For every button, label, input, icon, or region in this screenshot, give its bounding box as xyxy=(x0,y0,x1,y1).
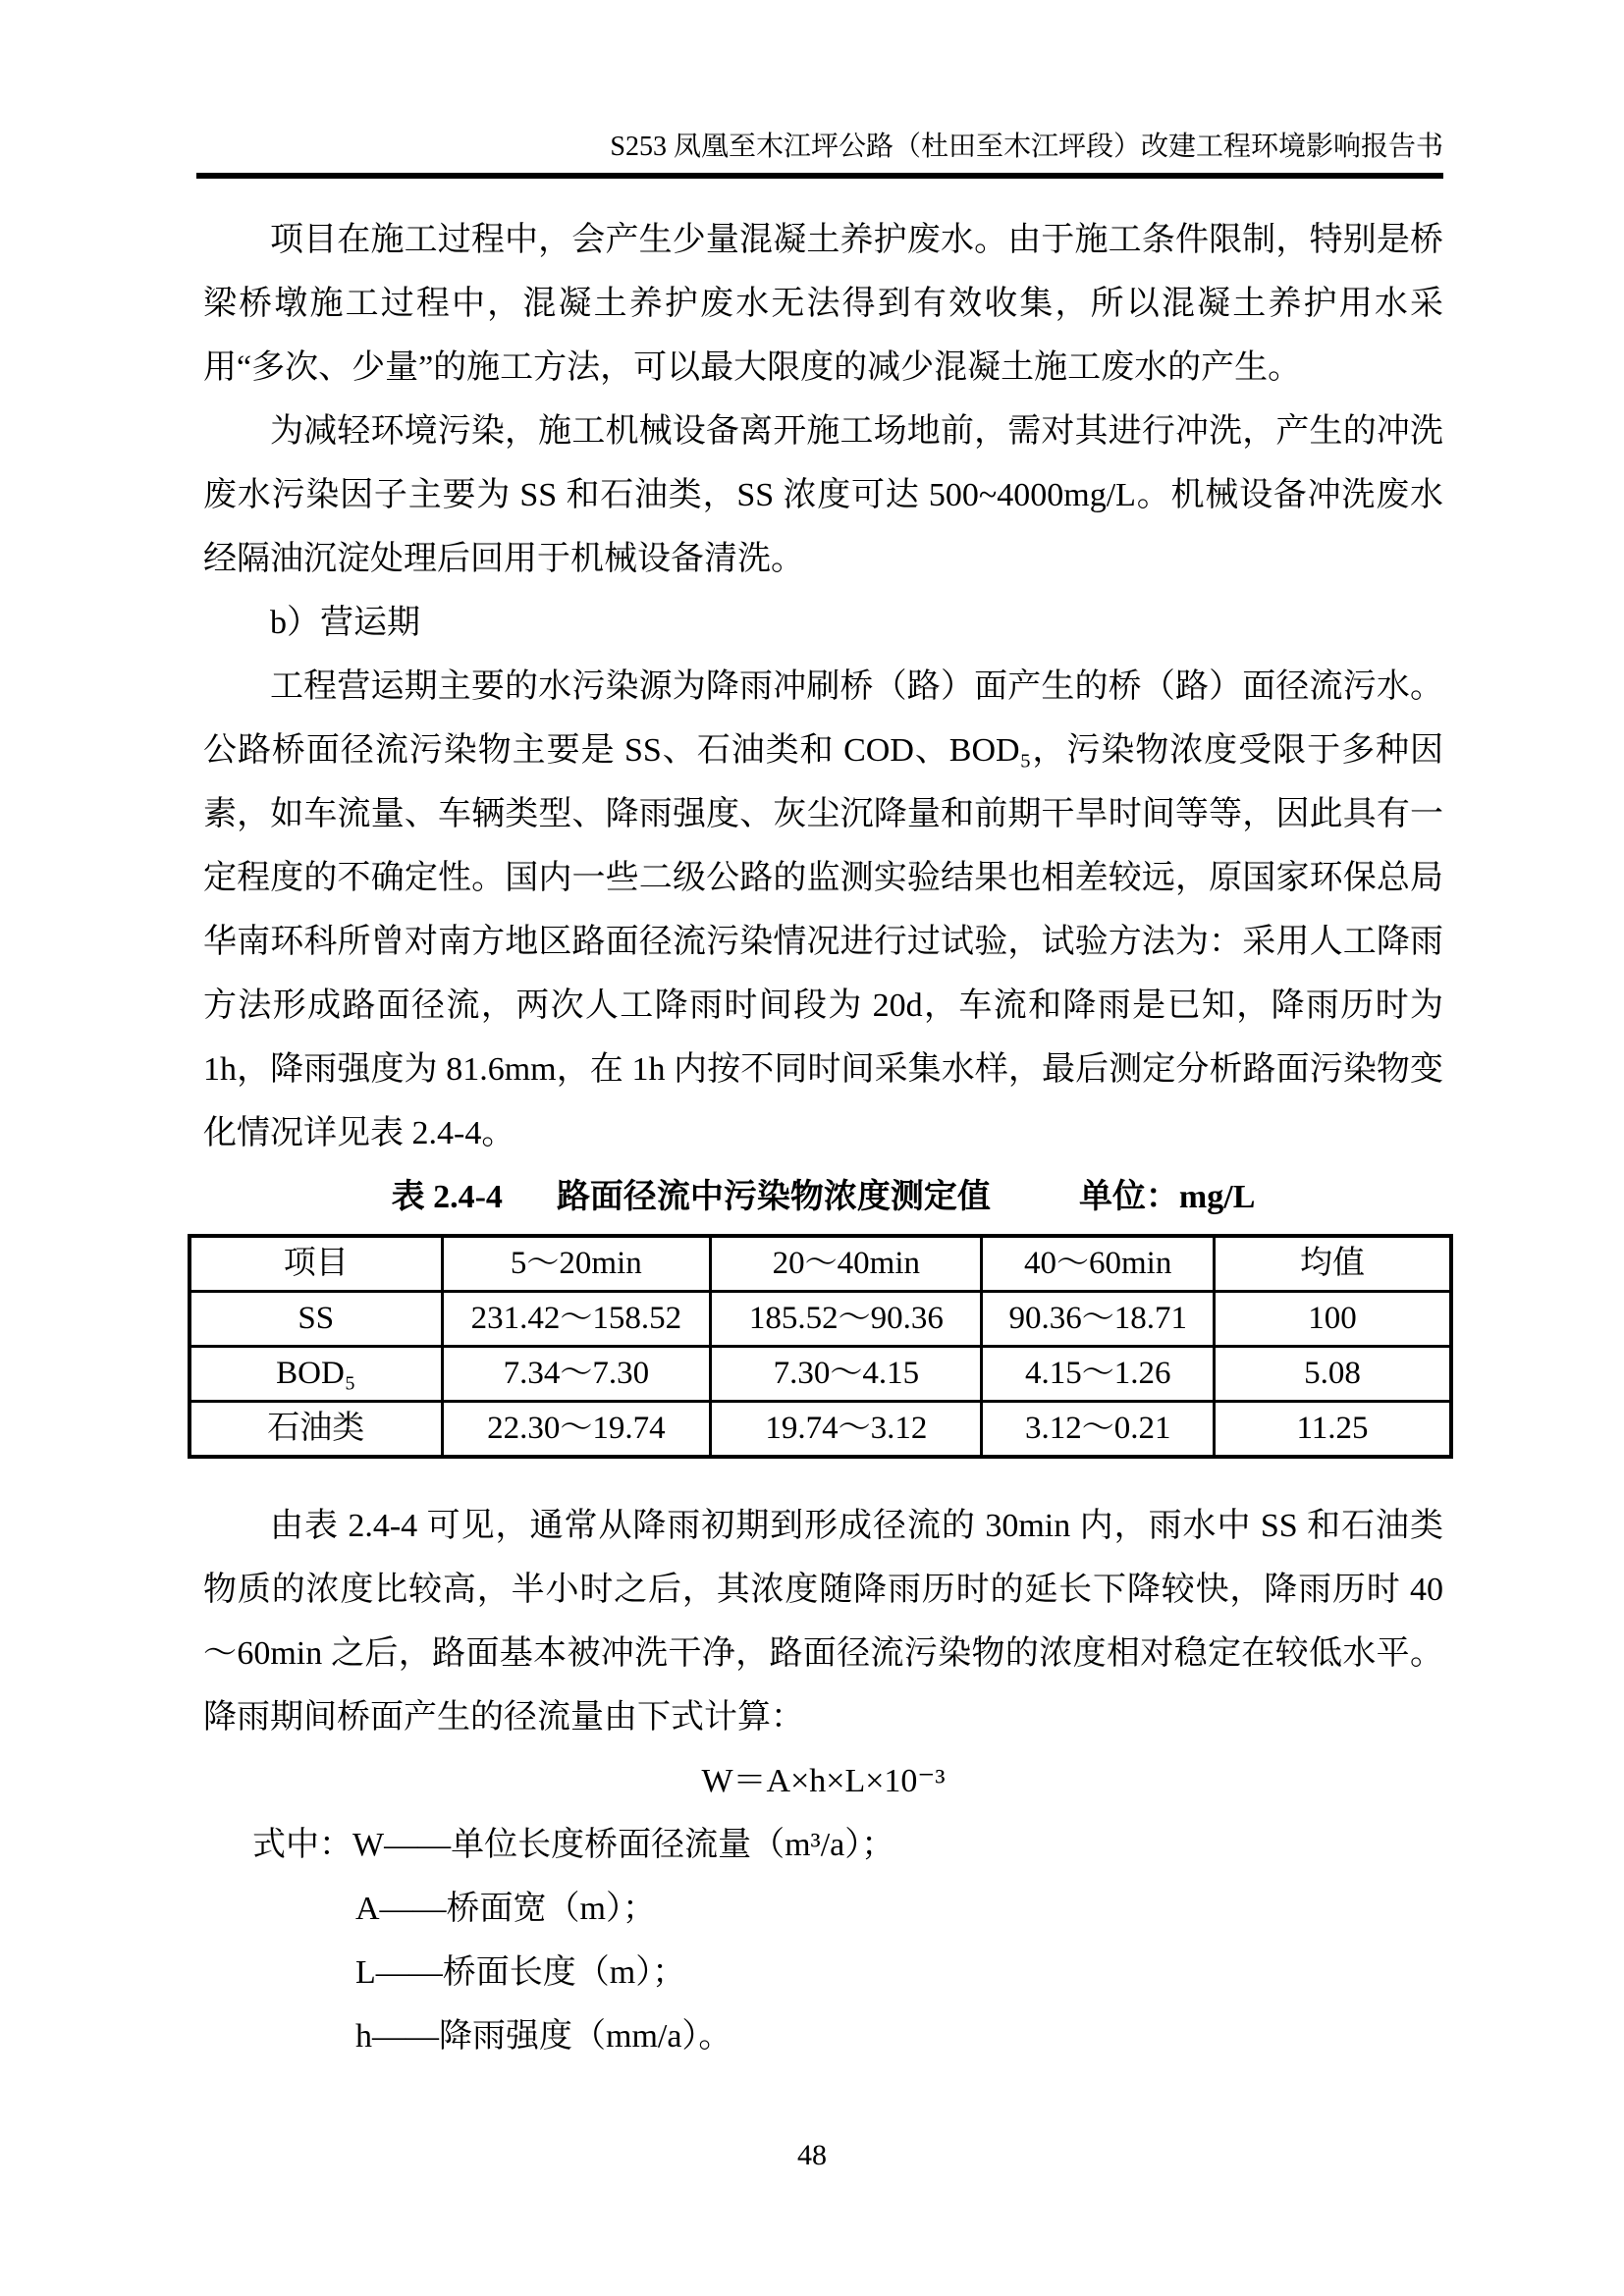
table-header-40-60min: 40～60min xyxy=(982,1236,1214,1292)
table-row-ss xyxy=(189,1292,1451,1347)
table-header-item: 项目 xyxy=(189,1236,442,1292)
table-cell: 4.15～1.26 xyxy=(982,1347,1214,1402)
table-header-20-40min: 20～40min xyxy=(711,1236,982,1292)
table-cell: 7.34～7.30 xyxy=(442,1347,711,1402)
formula-legend-a: A——桥面宽（m）； xyxy=(355,1891,656,1927)
paragraph-construction-wastewater: 项目在施工过程中，会产生少量混凝土养护废水。由于施工条件限制，特别是桥梁桥墩施工过程中，混凝土养护废水无法得到有效收集，所以混凝土养护用水采用“多次、少量”的施工方法，可以最大限度的减少混凝土施工废水的产生。 xyxy=(203,222,1443,386)
header-title: S253 凤凰至木江坪公路（杜田至木江坪段）改建工程环境影响报告书 xyxy=(610,132,1443,162)
page-number: 48 xyxy=(797,2139,827,2171)
table-cell: 11.25 xyxy=(1214,1402,1451,1458)
table-header-5-20min: 5～20min xyxy=(442,1236,711,1292)
paragraph-operation-runoff: 工程营运期主要的水污染源为降雨冲刷桥（路）面产生的桥（路）面径流污水。公路桥面径流污染物主要是 SS、石油类和 COD、BOD₅，污染物浓度受限于多种因素，如车流量、车辆类型、降雨强度、灰尘沉降量和前期干旱时间等等，因此具有一定程度的不确定性。国内一些二级公路的监测实验结果也相差较远，原国家环保总局华南环科所曾对南方地区路面径流污染情况进行过试验，试验方法为：采用人工降雨方法形成路面径流，两次人工降雨时间段为 20d，车流和降雨是已知，降雨历时为 1h，降雨强度为 81.6mm，在 1h 内按不同时间采集水样，最后测定分析路面污染物变化情况详见表 2.4-4。 xyxy=(203,668,1443,1151)
table-cell: BOD₅ xyxy=(189,1347,442,1402)
table-cell: 185.52～90.36 xyxy=(711,1292,982,1347)
formula-legend-w: 式中：W——单位长度桥面径流量（m³/a）； xyxy=(252,1827,895,1863)
runoff-concentration-table xyxy=(188,1234,1453,1459)
table-cell: 7.30～4.15 xyxy=(711,1347,982,1402)
page-content xyxy=(203,208,1443,2068)
heading-operation-period: b）营运期 xyxy=(270,605,420,641)
table-cell: 3.12～0.21 xyxy=(982,1402,1214,1458)
table-caption xyxy=(203,1165,1443,1229)
page-header xyxy=(196,130,1443,165)
formula-legend-l: L——桥面长度（m）； xyxy=(355,1954,686,1991)
table-cell: 90.36～18.71 xyxy=(982,1292,1214,1347)
table-cell: 22.30～19.74 xyxy=(442,1402,711,1458)
table-caption-label: 表 2.4-4 xyxy=(391,1179,503,1215)
table-cell: 5.08 xyxy=(1214,1347,1451,1402)
table-cell: 231.42～158.52 xyxy=(442,1292,711,1347)
table-cell: 100 xyxy=(1214,1292,1451,1347)
table-cell: 石油类 xyxy=(189,1402,442,1458)
paragraph-machine-wash-wastewater: 为减轻环境污染，施工机械设备离开施工场地前，需对其进行冲洗，产生的冲洗废水污染因子主要为 SS 和石油类，SS 浓度可达 500~4000mg/L。机械设备冲洗废水经隔油沉淀处理后回用于机械设备清洗。 xyxy=(203,413,1443,577)
table-caption-title: 路面径流中污染物浓度测定值 xyxy=(556,1179,991,1215)
formula-legend-h: h——降雨强度（mm/a）。 xyxy=(355,2018,732,2055)
runoff-formula: W＝A×h×L×10⁻³ xyxy=(701,1763,946,1799)
table-cell: 19.74～3.12 xyxy=(711,1402,982,1458)
table-header-row xyxy=(189,1236,1451,1292)
table-caption-unit: 单位：mg/L xyxy=(1078,1179,1256,1215)
paragraph-table-analysis: 由表 2.4-4 可见，通常从降雨初期到形成径流的 30min 内，雨水中 SS 和石油类物质的浓度比较高，半小时之后，其浓度随降雨历时的延长下降较快，降雨历时 40～60min 之后，路面基本被冲洗干净，路面径流污染物的浓度相对稳定在较低水平。降雨期间桥面产生的径流量由下式计算： xyxy=(203,1508,1443,1735)
table-row-petroleum xyxy=(189,1402,1451,1458)
table-cell: SS xyxy=(189,1292,442,1347)
table-row-bod5 xyxy=(189,1347,1451,1402)
table-header-mean: 均值 xyxy=(1214,1236,1451,1292)
header-rule xyxy=(196,173,1443,179)
